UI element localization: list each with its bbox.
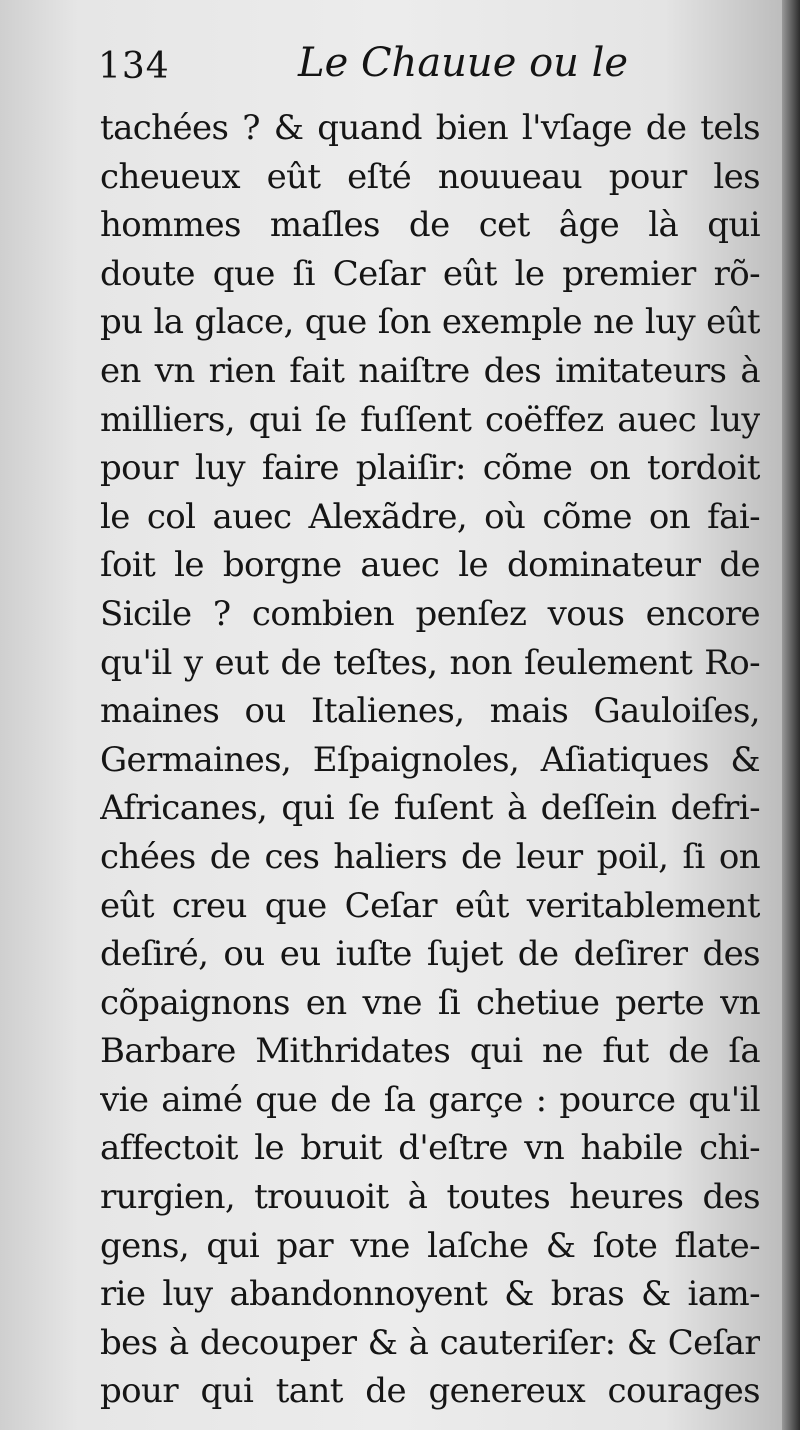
page-number: 134 [98,46,170,87]
text-line: cõpaignons en vne ſi chetiue perte vn [100,982,760,1023]
text-line: hommes maſles de cet âge là qui [100,205,760,246]
page-header [98,40,629,100]
text-line: rurgien, trouuoit à toutes heures des [100,1177,760,1218]
text-line: rie luy abandonnoyent & bras & iam- [100,1274,760,1315]
text-line: eût creu que Ceſar eût veritablement [100,885,760,926]
text-line: Barbare Mithridates qui ne fut de ſa [100,1031,760,1072]
text-line: Sicile ? combien penſez vous encore [100,593,760,634]
text-line: ſoit le borgne auec le dominateur de [100,545,760,586]
text-line: maines ou Italienes, mais Gauloiſes, [100,691,760,732]
text-line: bes à decouper & à cauteriſer: & Ceſar [100,1322,760,1363]
text-line: affectoit le bruit d'eſtre vn habile chi- [100,1128,760,1169]
text-line: pour luy faire plaiſir: cõme on tordoit [100,448,760,489]
text-line: en vn rien fait naiſtre des imitateurs à [100,350,760,391]
text-line: le col auec Alexãdre, où cõme on fai- [100,496,760,537]
text-line: vie aimé que de ſa garçe : pource qu'il [100,1079,760,1120]
text-line: pour qui tant de genereux courages [100,1371,760,1412]
text-line: chées de ces haliers de leur poil, ſi on [100,836,760,877]
text-line: tachées ? & quand bien l'vſage de tels [100,108,760,148]
page-edge-shadow [782,0,800,1430]
text-line: qu'il y eut de teſtes, non ſeulement Ro- [100,642,760,683]
text-line: pu la glace, que ſon exemple ne luy eût [100,302,760,343]
text-line: Africanes, qui ſe fuſent à deſſein defri- [100,788,760,829]
body-text [100,104,760,1416]
text-line: milliers, qui ſe fuſſent coëffez auec luy [100,399,760,440]
text-line: gens, qui par vne laſche & ſote flate- [100,1225,760,1266]
text-line: deſiré, ou eu iuſte ſujet de deſirer des [100,934,760,975]
running-title: Le Chauue ou le [298,40,629,86]
text-line: cheueux eût eſté nouueau pour les [100,156,760,197]
text-line: Germaines, Eſpaignoles, Aſiatiques & [100,739,760,780]
text-line: doute que ſi Ceſar eût le premier rõ- [100,253,760,294]
